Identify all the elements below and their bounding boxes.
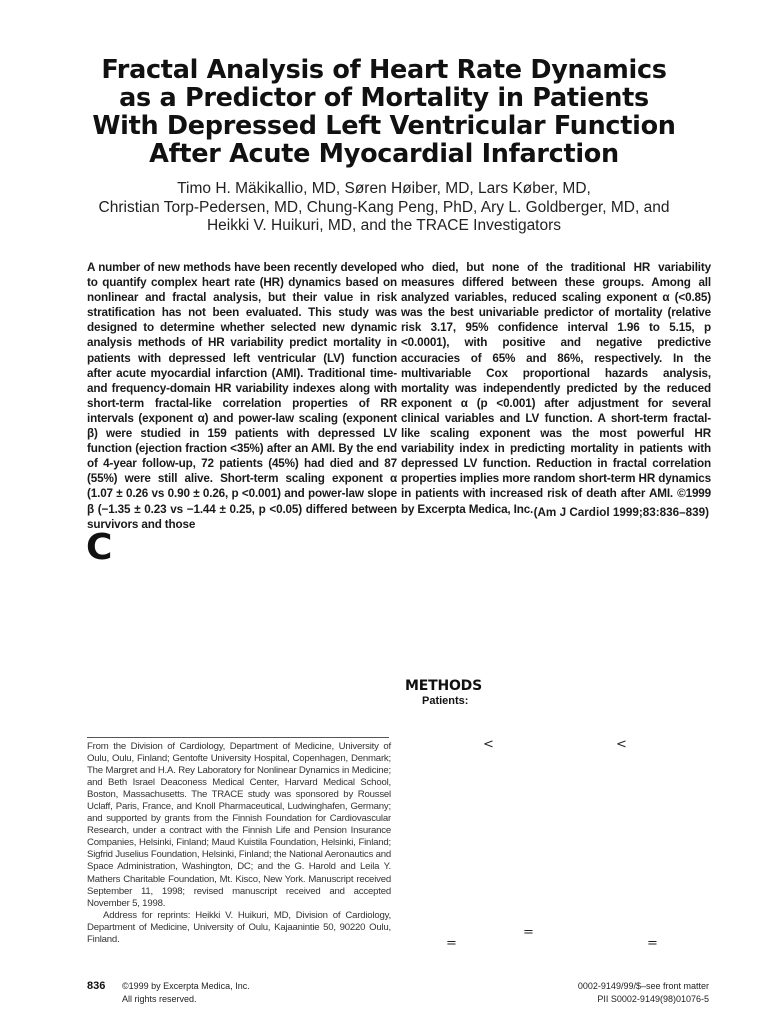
- footer-copyright: [122, 980, 250, 1005]
- abstract-left-column: A number of new methods have been recently developed to quantify complex heart rate (HR) dynamics based on nonlinear and fractal analysis, but their value in risk stratification has not been evaluated. This study was designed to determine whether selected new dynamic analysis methods of HR variability predict mortality in patients with depressed left ventricular (LV) function after acute myocardial infarction (AMI). Traditional time- and frequency-domain HR variability indexes along with short-term fractal-like correlation properties of RR intervals (exponent α) and power-law scaling (exponent β) were studied in 159 patients with depressed LV function (ejection fraction <35%) after an AMI. By the end of 4-year follow-up, 72 patients (45%) had died and 87 (55%) were still alive. Short-term scaling exponent α (1.07 ± 0.26 vs 0.90 ± 0.26, p <0.001) and power-law slope β (−1.35 ± 0.23 vs −1.44 ± 0.25, p <0.05) differed between survivors and those: [87, 261, 397, 531]
- abstract-right-column: who died, but none of the traditional HR variability measures differed between these groups. Among all analyzed variables, reduced scaling exponent α (<0.85) was the best univariable predictor of mortality (relative risk 3.17, 95% confidence interval 1.96 to 5.15, p <0.0001), with positive and negative predictive accuracies of 65% and 86%, respectively. In the multivariable Cox proportional hazards analysis, mortality was independently predicted by the reduced exponent α (p <0.001) after adjustment for several clinical variables and LV function. A short-term fractal-like scaling exponent was the most powerful HR variability index in predicting mortality in patients with depressed LV function. Reduction in fractal correlation properties implies more random short-term HR dynamics in patients with increased risk of death after AMI. ©1999 by Excerpta Medica, Inc.: [401, 261, 711, 516]
- author-line: Timo H. Mäkikallio, MD, Søren Høiber, MD, Lars Køber, MD,: [177, 180, 591, 197]
- journal-citation: (Am J Cardiol 1999;83:836–839): [533, 506, 709, 519]
- title-line: Fractal Analysis of Heart Rate Dynamics: [101, 55, 667, 85]
- footnote-reprints: Address for reprints: Heikki V. Huikuri, MD, Division of Cardiology, Department of Medicine, University of Oulu, Kajaanintie 50, 90220 Oulu, Finland.: [87, 909, 391, 945]
- author-list: [40, 180, 728, 236]
- rights-text: All rights reserved.: [122, 993, 197, 1004]
- footnote-affiliation: From the Division of Cardiology, Department of Medicine, University of Oulu, Oulu, Finland; Gentofte University Hospital, Copenhagen, Denmark; The Margret and H.A. Rey Laboratory for Nonlinear Dynamics in Medicine; and Beth Israel Deaconess Medical Center, Harvard Medical School, Boston, Massachusetts. The TRACE study was sponsored by Roussel Uclaff, Paris, France, and Knoll Pharmaceutical, Ludwinghafen, Germany; and supported by grants from the Finnish Foundation for Cardiovascular Research, under a contract with the Finnish Life and Pension Insurance Companies, Helsinki, Finland; Maud Kuistila Foundation, Helsinki, Finland; Sigfrid Juselius Foundation, Helsinki, Finland; the National Aeronautics and Space Administration, Washington, DC; and the G. Harold and Leila Y. Mathers Charitable Foundation, Mt. Kisco, New York. Manuscript received September 11, 1998; revised manuscript received and accepted November 5, 1998.: [87, 741, 391, 909]
- article-title: [40, 56, 728, 168]
- subsection-heading-patients: Patients:: [422, 695, 469, 707]
- issn-text: 0002-9149/99/$–see front matter: [577, 981, 709, 991]
- title-line: After Acute Myocardial Infarction: [149, 139, 619, 169]
- page-number: 836: [87, 980, 106, 992]
- title-line: With Depressed Left Ventricular Function: [92, 111, 676, 141]
- copyright-text: ©1999 by Excerpta Medica, Inc.: [122, 981, 250, 991]
- equals-symbol: =: [647, 936, 658, 951]
- footnote: [87, 741, 391, 946]
- author-line: Heikki V. Huikuri, MD, and the TRACE Investigators: [206, 217, 562, 234]
- less-than-symbol: <: [483, 737, 494, 752]
- drop-cap: C: [86, 527, 113, 568]
- equals-symbol: =: [446, 936, 457, 951]
- title-line: as a Predictor of Mortality in Patients: [119, 83, 649, 113]
- footer-identifiers: [578, 980, 709, 1005]
- section-heading-methods: METHODS: [405, 678, 482, 694]
- author-line: Christian Torp-Pedersen, MD, Chung-Kang Peng, PhD, Ary L. Goldberger, MD, and: [98, 198, 670, 216]
- footnote-divider: [87, 737, 389, 738]
- pii-text: PII S0002-9149(98)01076-5: [597, 993, 709, 1004]
- less-than-symbol: <: [616, 737, 627, 752]
- equals-symbol: =: [523, 925, 534, 940]
